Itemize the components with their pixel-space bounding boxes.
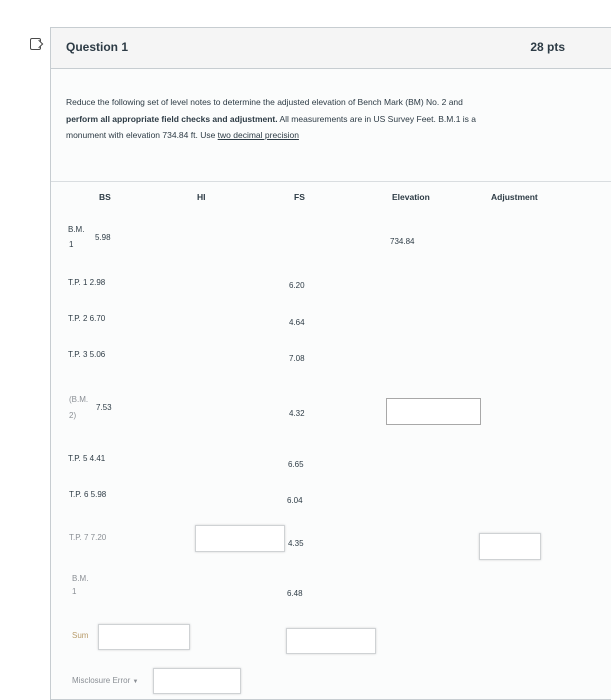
question-text: [66, 94, 561, 144]
row5-fs: 4.32: [289, 409, 305, 418]
adjustment-input[interactable]: [479, 533, 541, 560]
left-rail: [0, 0, 50, 700]
question-text-line2: All measurements are in US Survey Feet. B.M.1 is a: [277, 113, 477, 124]
question-card: [50, 27, 611, 700]
divider: [51, 181, 611, 182]
row5-station-b: 2): [69, 411, 77, 420]
question-text-bold: perform all appropriate field checks and adjustment.: [66, 113, 278, 124]
question-points: 28 pts: [530, 40, 565, 54]
sum-fs-input[interactable]: [286, 628, 376, 654]
row8-fs: 4.35: [288, 539, 304, 548]
hi-input[interactable]: [195, 525, 285, 552]
row6-station: T.P. 5 4.41: [68, 454, 106, 463]
header-adjustment: Adjustment: [491, 192, 538, 202]
misclosure-input[interactable]: [153, 668, 241, 694]
row2-fs: 6.20: [289, 281, 305, 290]
row6-bs: 4.41: [89, 454, 106, 463]
row9-station-b: 1: [72, 587, 77, 596]
row3-fs: 4.64: [289, 318, 305, 327]
row4-station: T.P. 3 5.06: [68, 350, 106, 359]
row4-fs: 7.08: [289, 354, 305, 363]
row9-fs: 6.48: [287, 589, 303, 598]
row2-bs: 2.98: [89, 278, 106, 287]
question-header: [51, 28, 611, 69]
row9-station-a: B.M.: [72, 574, 89, 583]
header-fs: FS: [294, 192, 305, 202]
precision-link[interactable]: two decimal precision: [217, 130, 299, 140]
row3-station: T.P. 2 6.70: [68, 314, 106, 323]
header-hi: HI: [197, 192, 206, 202]
row7-station: T.P. 6 5.98: [69, 490, 107, 499]
row7-fs: 6.04: [287, 496, 303, 505]
row4-bs: 5.06: [89, 350, 106, 359]
header-elevation: Elevation: [392, 192, 430, 202]
row2-station: T.P. 1 2.98: [68, 278, 106, 287]
row8-station: T.P. 7 7.20: [69, 533, 107, 542]
sum-label: Sum: [72, 631, 89, 640]
row3-bs: 6.70: [89, 314, 106, 323]
row1-bs: 5.98: [95, 233, 111, 242]
row5-station-a: (B.M.: [69, 395, 89, 404]
row7-bs: 5.98: [90, 490, 107, 499]
sum-bs-input[interactable]: [98, 624, 190, 650]
row1-elevation: 734.84: [390, 237, 415, 246]
bm2-elevation-input[interactable]: [386, 398, 481, 425]
row1-station-b: 1: [69, 240, 74, 249]
header-bs: BS: [99, 192, 111, 202]
row6-fs: 6.65: [288, 460, 304, 469]
question-text-line3: monument with elevation 734.84 ft. Use: [66, 130, 218, 140]
row5-bs: 7.53: [96, 403, 112, 412]
row1-station-a: B.M.: [68, 225, 85, 234]
row8-bs: 7.20: [90, 533, 107, 542]
flag-icon[interactable]: [30, 38, 41, 50]
dropdown-arrow-icon: ▼: [132, 679, 139, 685]
misclosure-label: Misclosure Error ▼: [72, 676, 139, 685]
question-text-line1: Reduce the following set of level notes to determine the adjusted elevation of Bench Mark (BM) No. 2 and: [66, 97, 463, 107]
question-title: Question 1: [66, 40, 129, 54]
